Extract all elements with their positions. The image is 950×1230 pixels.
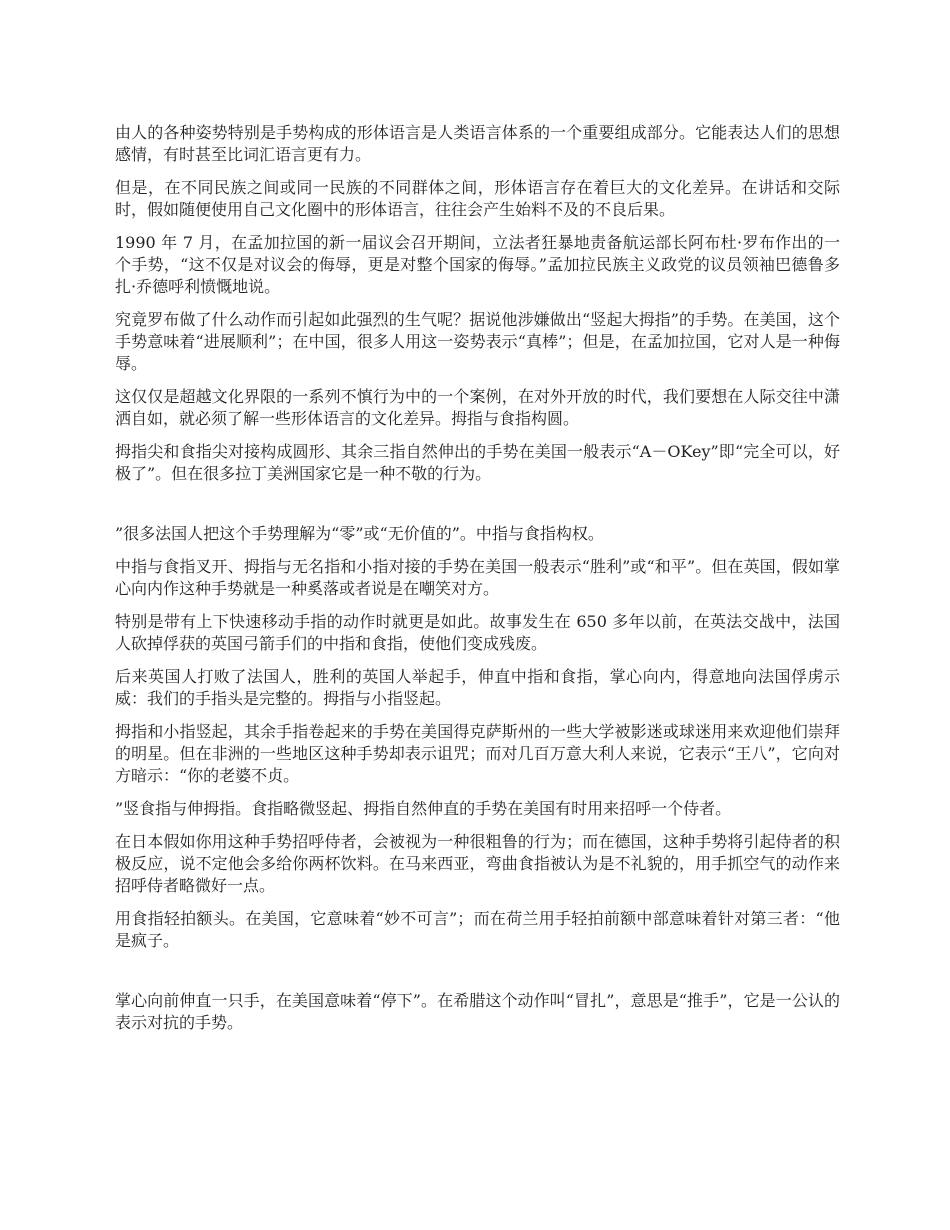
paragraph: 这仅仅是超越文化界限的一系列不慎行为中的一个案例，在对外开放的时代，我们要想在人际交往中潇洒自如，就必须了解一些形体语言的文化差异。拇指与食指构圆。 (115, 387, 840, 428)
paragraph: 但是，在不同民族之间或同一民族的不同群体之间，形体语言存在着巨大的文化差异。在讲话和交际时，假如随便使用自己文化圈中的形体语言，往往会产生始料不及的不良后果。 (115, 178, 840, 219)
paragraph: 中指与食指叉开、拇指与无名指和小指对接的手势在美国一般表示“胜利”或“和平”。但在英国，假如掌心向内作这种手势就是一种奚落或者说是在嘲笑对方。 (115, 557, 840, 598)
paragraph: 特别是带有上下快速移动手指的动作时就更是如此。故事发生在 650 多年以前，在英法交战中，法国人砍掉俘获的英国弓箭手们的中指和食指，使他们变成残废。 (115, 612, 840, 653)
document-page (115, 122, 840, 1045)
paragraph: 后来英国人打败了法国人，胜利的英国人举起手，伸直中指和食指，掌心向内，得意地向法国俘虏示威：我们的手指头是完整的。拇指与小指竖起。 (115, 667, 840, 708)
paragraph: 掌心向前伸直一只手，在美国意味着“停下”。在希腊这个动作叫“冒扎”，意思是“推手”，它是一公认的表示对抗的手势。 (115, 991, 840, 1032)
paragraph: 拇指尖和食指尖对接构成圆形、其余三指自然伸出的手势在美国一般表示“A－OKey”即“完全可以，好极了”。但在很多拉丁美洲国家它是一种不敬的行为。 (115, 442, 840, 483)
paragraph: 由人的各种姿势特别是手势构成的形体语言是人类语言体系的一个重要组成部分。它能表达人们的思想感情，有时甚至比词汇语言更有力。 (115, 123, 840, 164)
paragraph: 究竟罗布做了什么动作而引起如此强烈的生气呢？据说他涉嫌做出“竖起大拇指”的手势。在美国，这个手势意味着“进展顺利”；在中国，很多人用这一姿势表示“真棒”；但是，在孟加拉国，它对人是一种侮辱。 (115, 310, 840, 373)
paragraph: 用食指轻拍额头。在美国，它意味着“妙不可言”；而在荷兰用手轻拍前额中部意味着针对第三者：“他是疯子。 (115, 909, 840, 950)
paragraph: ”很多法国人把这个手势理解为“零”或“无价值的”。中指与食指构权。 (115, 524, 604, 543)
paragraph: 在日本假如你用这种手势招呼侍者，会被视为一种很粗鲁的行为；而在德国，这种手势将引起侍者的积极反应，说不定他会多给你两杯饮料。在马来西亚，弯曲食指被认为是不礼貌的，用手抓空气的动作来招呼侍者略微好一点。 (115, 832, 840, 895)
paragraph: 拇指和小指竖起，其余手指卷起来的手势在美国得克萨斯州的一些大学被影迷或球迷用来欢迎他们崇拜的明星。但在非洲的一些地区这种手势却表示诅咒；而对几百万意大利人来说，它表示“王八”，它向对方暗示：“你的老婆不贞。 (115, 722, 840, 785)
paragraph: 1990 年 7 月，在孟加拉国的新一届议会召开期间，立法者狂暴地责备航运部长阿布杜·罗布作出的一个手势，“这不仅是对议会的侮辱，更是对整个国家的侮辱。”孟加拉民族主义政党的议员领袖巴德鲁多扎·乔德呼利愤慨地说。 (115, 233, 840, 296)
paragraph: ”竖食指与伸拇指。食指略微竖起、拇指自然伸直的手势在美国有时用来招呼一个侍者。 (115, 799, 732, 818)
